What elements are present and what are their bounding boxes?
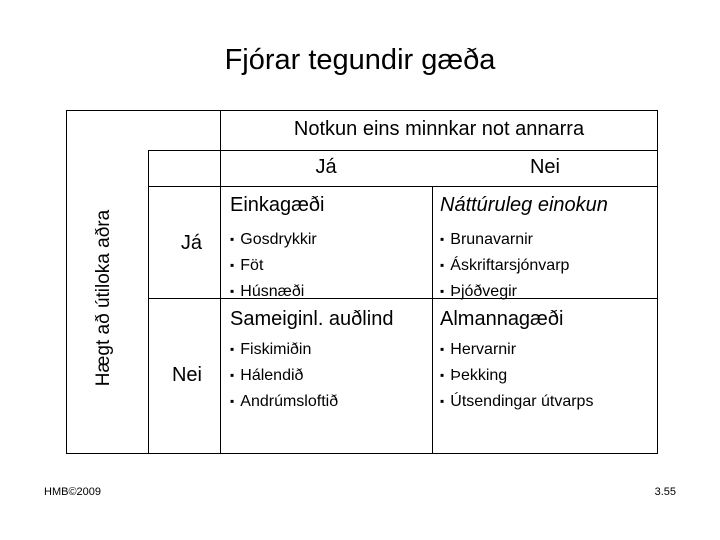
list-item: ▪ Hálendið — [230, 363, 393, 389]
list-item: ▪ Áskriftarsjónvarp — [440, 253, 608, 279]
cell-title: Sameiginl. auðlind — [230, 308, 394, 330]
cell-list — [440, 227, 608, 305]
list-item: ▪ Andrúmsloftið — [230, 389, 393, 415]
cell-list — [230, 227, 325, 305]
list-item: ▪ Útsendingar útvarps — [440, 389, 593, 415]
footer-copyright: HMB©2009 — [44, 486, 102, 498]
slide-number: 3.55 — [654, 486, 676, 498]
list-item: ▪ Hervarnir — [440, 337, 593, 363]
divider-headers — [148, 186, 658, 187]
side-header: Hægt að útiloka aðra — [93, 209, 114, 387]
cell-list — [440, 337, 593, 415]
slide-title: Fjórar tegundir gæða — [224, 44, 496, 76]
row-header-no: Nei — [171, 364, 202, 386]
cell-natural-monopoly — [440, 194, 608, 305]
cell-title: Einkagæði — [230, 194, 325, 216]
list-item: ▪ Þjóðvegir — [440, 279, 608, 305]
list-item: ▪ Föt — [230, 253, 325, 279]
divider-middle — [432, 186, 433, 454]
divider-left — [148, 150, 149, 454]
col-header-yes: Já — [315, 156, 337, 178]
list-item: ▪ Gosdrykkir — [230, 227, 325, 253]
divider-top — [148, 150, 658, 151]
cell-common-resource — [230, 308, 393, 415]
col-header-no: Nei — [529, 156, 560, 178]
top-header: Notkun eins minnkar not annarra — [293, 118, 585, 140]
cell-title: Náttúruleg einokun — [440, 194, 608, 216]
cell-title: Almannagæði — [440, 308, 564, 330]
list-item: ▪ Brunavarnir — [440, 227, 608, 253]
list-item: ▪ Fiskimiðin — [230, 337, 393, 363]
cell-public-goods — [440, 308, 593, 415]
list-item: ▪ Þekking — [440, 363, 593, 389]
cell-list — [230, 337, 393, 415]
list-item: ▪ Húsnæði — [230, 279, 325, 305]
cell-private-goods — [230, 194, 325, 305]
row-header-yes: Já — [180, 232, 202, 254]
